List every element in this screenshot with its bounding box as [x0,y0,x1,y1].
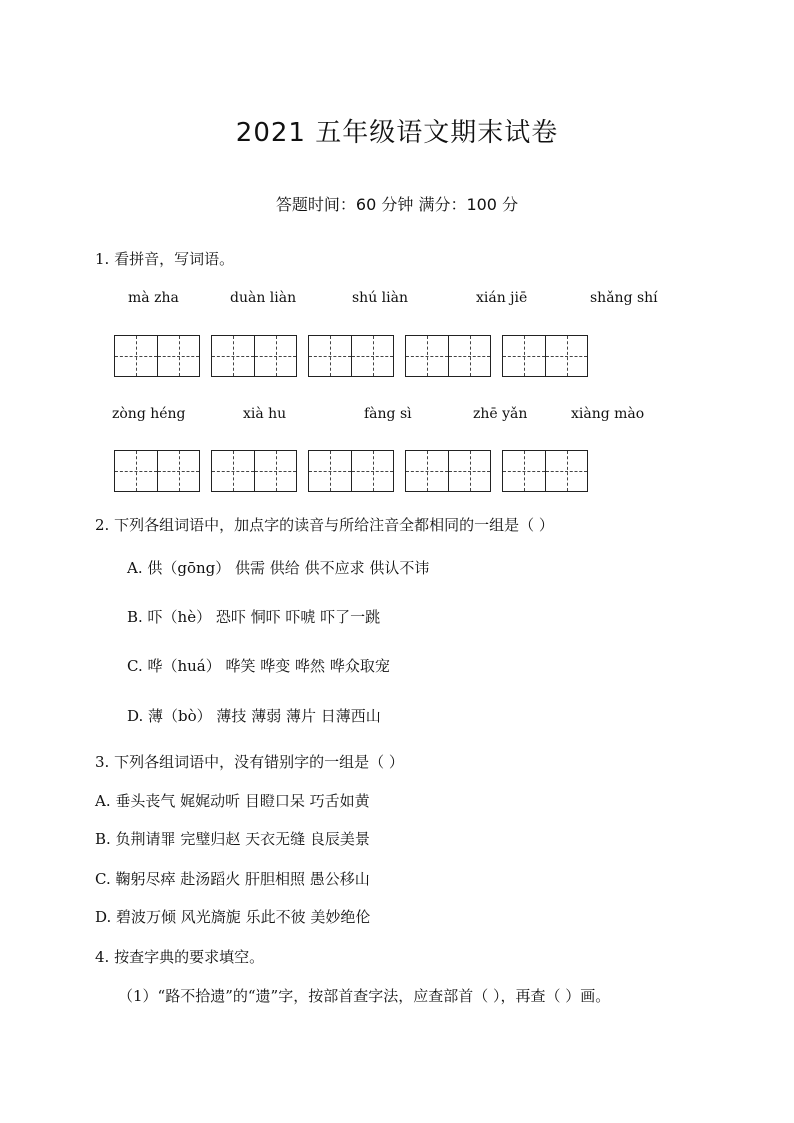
writing-box-7[interactable] [211,450,297,492]
writing-box-1[interactable] [114,335,200,377]
question-3-option-c: C. 鞠躬尽瘁 赴汤蹈火 肝胆相照 愚公移山 [95,870,370,888]
question-3-option-d: D. 碧波万倾 风光旖旎 乐此不彼 美妙绝伦 [95,908,371,926]
pinyin-5: shǎng shí [590,290,658,306]
exam-title: 2021 五年级语文期末试卷 [235,118,559,148]
question-4-stem: 4. 按查字典的要求填空。 [95,948,265,966]
writing-box-10[interactable] [502,450,588,492]
question-1-stem: 1. 看拼音，写词语。 [95,250,235,268]
writing-box-8[interactable] [308,450,394,492]
writing-box-2[interactable] [211,335,297,377]
question-2-option-b: B. 吓（hè） 恐吓 恫吓 吓唬 吓了一跳 [127,608,381,626]
question-2-option-c: C. 哗（huá） 哗笑 哗变 哗然 哗众取宠 [127,657,390,675]
question-3-stem: 3. 下列各组词语中，没有错别字的一组是（ ） [95,753,404,771]
writing-box-6[interactable] [114,450,200,492]
question-2-option-a: A. 供（gōng） 供需 供给 供不应求 供认不讳 [127,559,430,577]
question-4-sub-1: （1）“路不拾遗”的“遗”字，按部首查字法，应查部首（ ），再查（ ）画。 [118,987,611,1005]
writing-box-9[interactable] [405,450,491,492]
pinyin-2: duàn liàn [230,290,297,306]
pinyin-3: shú liàn [352,290,408,306]
pinyin-6: zòng héng [112,406,186,422]
writing-box-4[interactable] [405,335,491,377]
writing-box-5[interactable] [502,335,588,377]
question-2-option-d: D. 薄（bò） 薄技 薄弱 薄片 日薄西山 [127,707,381,725]
question-2-stem: 2. 下列各组词语中，加点字的读音与所给注音全都相同的一组是（ ） [95,516,554,534]
question-3-option-b: B. 负荆请罪 完璧归赵 天衣无缝 良辰美景 [95,830,370,848]
writing-box-3[interactable] [308,335,394,377]
question-3-option-a: A. 垂头丧气 娓娓动听 目瞪口呆 巧舌如黄 [95,792,370,810]
pinyin-7: xià hu [243,406,287,422]
pinyin-8: fàng sì [364,406,412,422]
exam-info: 答题时间：60 分钟 满分：100 分 [275,195,519,214]
pinyin-4: xián jiē [476,290,528,306]
pinyin-9: zhē yǎn [473,406,528,422]
pinyin-10: xiàng mào [571,406,645,422]
pinyin-1: mà zha [128,290,179,306]
